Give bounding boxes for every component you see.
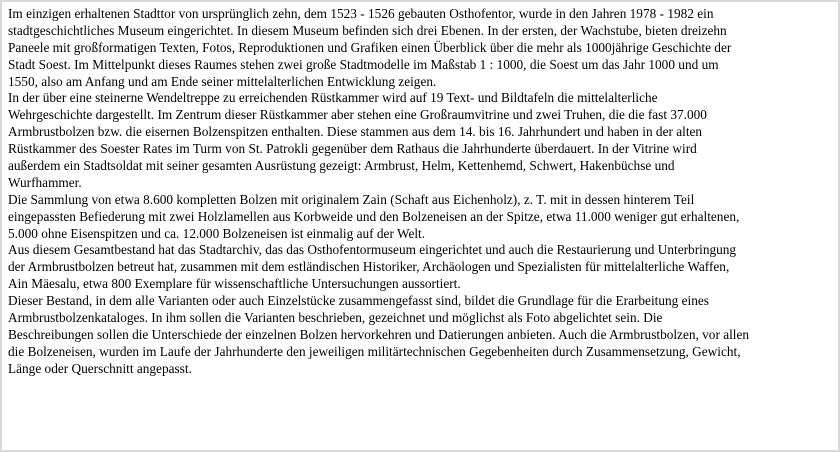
article-text: [8, 6, 834, 428]
text-line: Wehrgeschichte dargestellt. Im Zentrum dieser Rüstkammer aber stehen eine Großraumvitrine und zwei Truhen, die die fast 37.000: [8, 107, 707, 123]
text-line: Wurfhammer.: [8, 174, 82, 190]
text-line: Im einzigen erhaltenen Stadttor von ursprünglich zehn, dem 1523 - 1526 gebauten Osthofentor, wurde in den Jahren 1978 - 1982 ein: [8, 6, 714, 21]
text-line: außerdem ein Stadtsoldat mit seiner gesamten Ausrüstung gezeigt: Armbrust, Helm, Kettenhemd, Schwert, Hakenbüchse und: [8, 158, 675, 174]
text-line: der Armbrustbolzen betreut hat, zusammen mit dem estländischen Historiker, Archäologen und Spezialisten für mittelalterliche Waffen,: [8, 259, 730, 275]
text-line: 1550, also am Anfang und am Ende seiner mittelalterlichen Entwicklung zeigen.: [8, 73, 437, 89]
text-line: 5.000 ohne Eisenspitzen und ca. 12.000 Bolzeneisen ist einmalig auf der Welt.: [8, 225, 426, 241]
text-line: stadtgeschichtliches Museum eingerichtet. In diesem Museum befinden sich drei Ebenen. In der ersten, der Wachstube, bieten dreizehn: [8, 22, 727, 38]
text-line: Stadt Soest. Im Mittelpunkt dieses Raumes stehen zwei große Stadtmodelle im Maßstab 1 : 1000, die Soest um das Jahr 1000 und um: [8, 56, 719, 72]
text-line: [8, 411, 834, 428]
text-line: Beschreibungen sollen die Unterschiede der einzelnen Bolzen hervorkehren und Datierungen anbieten. Auch die Armbrustbolzen, vor allen: [8, 326, 750, 342]
text-line: die Bolzeneisen, wurden im Laufe der Jahrhunderte den jeweiligen militärtechnischen Gegebenheiten durch Zusammensetzung, Gewicht,: [8, 343, 741, 359]
text-line: [8, 394, 834, 411]
text-line: Armbrustbolzen bzw. die eisernen Bolzenspitzen enthalten. Diese stammen aus dem 14. bis 16. Jahrhundert und haben in der alten: [8, 124, 703, 140]
text-line: Ain Mäesalu, etwa 800 Exemplare für wissenschaftliche Untersuchungen aussortiert.: [8, 276, 461, 292]
text-line: Rüstkammer des Soester Rates im Turm von St. Patrokli gegenüber dem Rathaus die Jahrhunderte überdauert. In der Vitrine wird: [8, 141, 697, 157]
text-line: [8, 378, 834, 395]
text-line: In der über eine steinerne Wendeltreppe zu erreichenden Rüstkammer wird auf 19 Text- und Bildtafeln die mittelalterliche: [8, 90, 658, 106]
text-line: Aus diesem Gesamtbestand hat das Stadtarchiv, das das Osthofentormuseum eingerichtet und auch die Restaurierung und Unterbringung: [8, 242, 737, 258]
text-line: Dieser Bestand, in dem alle Varianten oder auch Einzelstücke zusammengefasst sind, bildet die Grundlage für die Erarbeitung eines: [8, 293, 709, 309]
text-line: Länge oder Querschnitt angepasst.: [8, 360, 192, 376]
text-line: Paneele mit großformatigen Texten, Fotos, Reproduktionen und Grafiken einen Überblick über die mehr als 1000jährige Geschichte der: [8, 39, 732, 55]
text-line: eingepassten Befiederung mit zwei Holzlamellen aus Korbweide und den Bolzeneisen an der Spitze, etwa 11.000 weniger gut erhaltenen,: [8, 208, 740, 224]
text-line: Armbrustbolzenkataloges. In ihm sollen die Varianten beschrieben, gezeichnet und möglichst als Foto abgelichtet sein. Die: [8, 310, 663, 326]
text-line: Die Sammlung von etwa 8.600 kompletten Bolzen mit originalem Zain (Schaft aus Eichenholz), z. T. mit in dessen hinterem Teil: [8, 191, 695, 207]
